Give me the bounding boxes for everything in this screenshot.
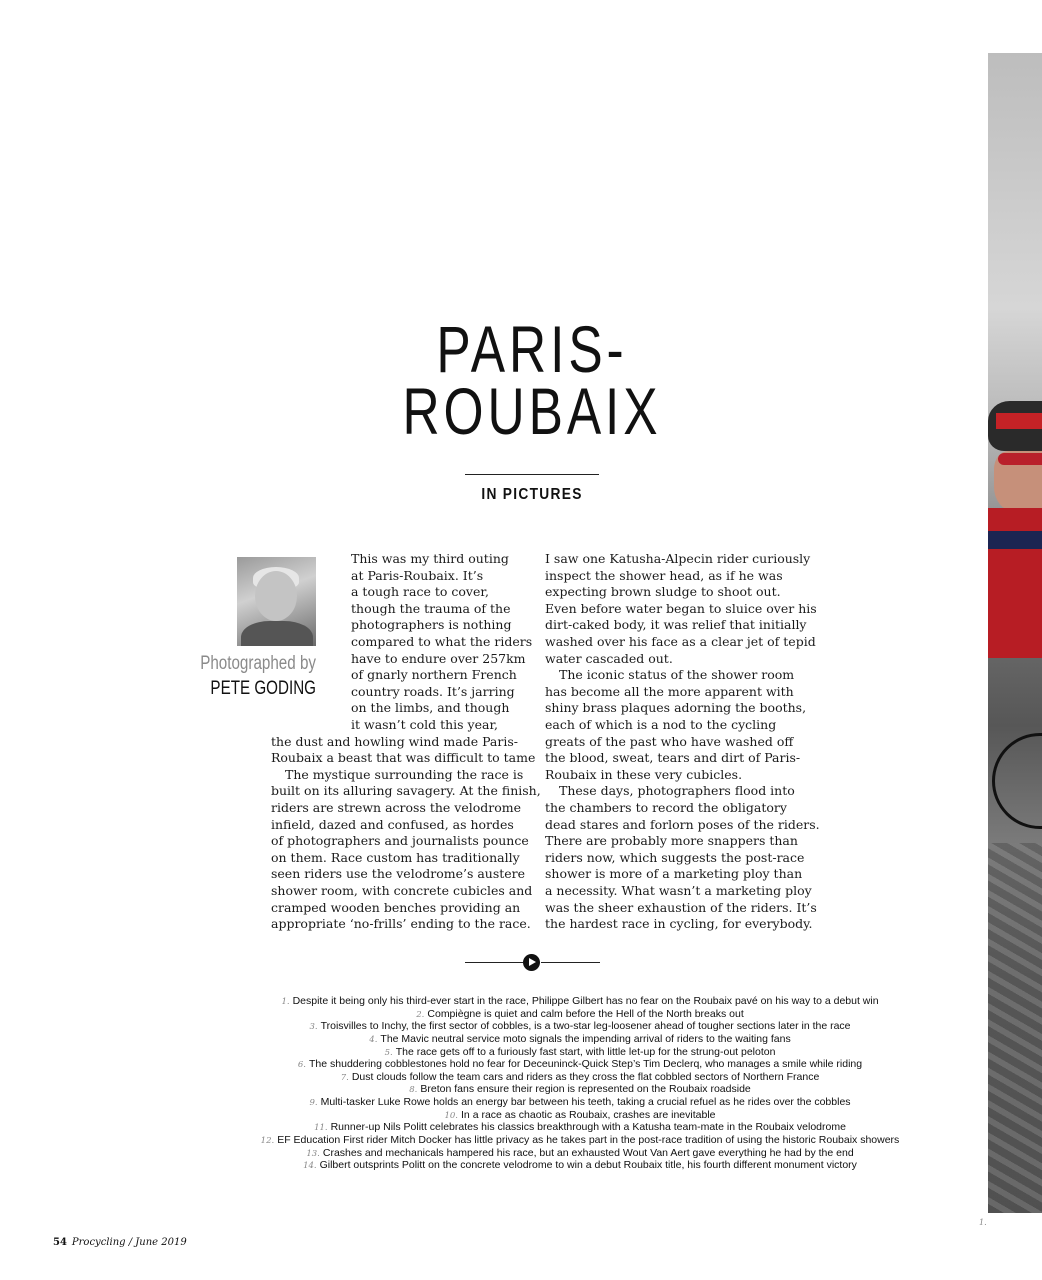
body-line: Roubaix in these very cubicles. bbox=[545, 767, 743, 782]
author-photo-shoulders bbox=[241, 621, 313, 646]
body-line: These days, photographers flood into bbox=[559, 783, 795, 798]
cyclist-photo-strip bbox=[988, 53, 1042, 1213]
body-line: appropriate ‘no-frills’ ending to the race. bbox=[271, 916, 531, 931]
body-line: built on its alluring savagery. At the finish, bbox=[271, 783, 541, 798]
body-line: each of which is a nod to the cycling bbox=[545, 717, 777, 732]
caption-item bbox=[130, 995, 1030, 1008]
body-line: greats of the past who have washed off bbox=[545, 734, 794, 749]
body-line: shiny brass plaques adorning the booths, bbox=[545, 700, 807, 715]
caption-number: 12. bbox=[260, 1136, 275, 1146]
body-line: a necessity. What wasn’t a marketing ploy bbox=[545, 883, 812, 898]
body-line: riders now, which suggests the post-race bbox=[545, 850, 805, 865]
body-line: was the sheer exhaustion of the riders. It’s bbox=[545, 900, 817, 915]
photo-sunglasses bbox=[998, 453, 1042, 465]
body-line: dead stares and forlorn poses of the riders. bbox=[545, 817, 820, 832]
caption-number: 14. bbox=[303, 1161, 317, 1171]
magazine-issue: Procycling / June 2019 bbox=[71, 1237, 187, 1248]
caption-number: 7. bbox=[340, 1073, 349, 1083]
caption-item bbox=[130, 1083, 1030, 1096]
caption-text: Breton fans ensure their region is represented on the Roubaix roadside bbox=[420, 1083, 751, 1095]
caption-number: 13. bbox=[306, 1149, 320, 1159]
body-line: washed over his face as a clear jet of tepid bbox=[545, 634, 816, 649]
body-line: cramped wooden benches providing an bbox=[271, 900, 521, 915]
body-line: have to endure over 257km bbox=[351, 651, 526, 666]
body-line: it wasn’t cold this year, bbox=[351, 717, 499, 732]
caption-text: Despite it being only his third-ever start in the race, Philippe Gilbert has no fear on the Roubaix pavé on his way to a debut win bbox=[292, 995, 879, 1007]
photo-bike-wheel bbox=[992, 733, 1042, 829]
section-divider-left bbox=[465, 962, 523, 963]
caption-text: Multi-tasker Luke Rowe holds an energy bar between his teeth, taking a crucial refuel as he rides over the cobbles bbox=[320, 1096, 851, 1108]
body-line: I saw one Katusha-Alpecin rider curiously bbox=[545, 551, 811, 566]
byline-name: PETE GODING bbox=[210, 678, 316, 699]
caption-text: Compiègne is quiet and calm before the Hell of the North breaks out bbox=[427, 1008, 744, 1020]
body-line: the dust and howling wind made Paris- bbox=[271, 734, 518, 749]
body-line: has become all the more apparent with bbox=[545, 684, 794, 699]
body-line: infield, dazed and confused, as hordes bbox=[271, 817, 514, 832]
body-line: compared to what the riders bbox=[351, 634, 533, 649]
body-line: photographers is nothing bbox=[351, 617, 512, 632]
body-line: the hardest race in cycling, for everybody. bbox=[545, 916, 813, 931]
body-line: expecting brown sludge to shoot out. bbox=[545, 584, 781, 599]
body-line: shower is more of a marketing ploy than bbox=[545, 866, 803, 881]
body-line: a tough race to cover, bbox=[351, 584, 489, 599]
caption-item bbox=[130, 1096, 1030, 1109]
caption-number: 9. bbox=[309, 1098, 318, 1108]
caption-number: 3. bbox=[309, 1022, 318, 1032]
body-line: though the trauma of the bbox=[351, 601, 511, 616]
body-line: riders are strewn across the velodrome bbox=[271, 800, 522, 815]
body-line: Even before water began to sluice over his bbox=[545, 601, 817, 616]
section-divider-right bbox=[541, 962, 600, 963]
caption-text: The shuddering cobblestones hold no fear for Deceuninck-Quick Step’s Tim Declerq, who manages a smile while riding bbox=[309, 1058, 863, 1070]
body-line: on the limbs, and though bbox=[351, 700, 510, 715]
caption-text: Crashes and mechanicals hampered his race, but an exhausted Wout Van Aert gave everything he had by the end bbox=[322, 1147, 854, 1159]
author-photo-face bbox=[255, 571, 297, 621]
caption-text: Gilbert outsprints Politt on the concrete velodrome to win a debut Roubaix title, his fourth different monument victory bbox=[319, 1159, 857, 1171]
body-line: the chambers to record the obligatory bbox=[545, 800, 787, 815]
caption-item bbox=[130, 1033, 1030, 1046]
caption-number: 1. bbox=[281, 997, 290, 1007]
body-line: dirt-caked body, it was relief that initially bbox=[545, 617, 807, 632]
body-line: The mystique surrounding the race is bbox=[285, 767, 524, 782]
caption-text: The Mavic neutral service moto signals the impending arrival of riders to the waiting fans bbox=[380, 1033, 791, 1045]
body-line: country roads. It’s jarring bbox=[351, 684, 515, 699]
body-line: inspect the shower head, as if he was bbox=[545, 568, 783, 583]
body-line: of photographers and journalists pounce bbox=[271, 833, 529, 848]
caption-text: Troisvilles to Inchy, the first sector of cobbles, is a two-star leg-loosener ahead of tougher sections later in the race bbox=[320, 1020, 851, 1032]
body-line: at Paris-Roubaix. It’s bbox=[351, 568, 484, 583]
caption-item bbox=[130, 1134, 1030, 1147]
body-line: There are probably more snappers than bbox=[545, 833, 798, 848]
photo-jersey-band bbox=[988, 531, 1042, 549]
title-line-1: PARIS- bbox=[436, 312, 628, 386]
caption-number: 4. bbox=[369, 1035, 378, 1045]
subtitle: IN PICTURES bbox=[481, 486, 583, 503]
caption-number: 10. bbox=[444, 1111, 459, 1121]
title-divider bbox=[465, 474, 599, 475]
page-title bbox=[382, 312, 682, 448]
title-line-2: ROUBAIX bbox=[402, 374, 662, 448]
page-folio bbox=[53, 1237, 187, 1248]
caption-item bbox=[130, 1121, 1030, 1134]
body-line: Roubaix a beast that was difficult to tame bbox=[271, 750, 536, 765]
photo-number: 1. bbox=[979, 1218, 987, 1227]
caption-text: EF Education First rider Mitch Docker has little privacy as he takes part in the post-race tradition of using the historic Roubaix showers bbox=[277, 1134, 900, 1146]
page-number: 54 bbox=[53, 1237, 67, 1248]
caption-number: 2. bbox=[416, 1010, 425, 1020]
body-line: shower room, with concrete cubicles and bbox=[271, 883, 533, 898]
body-line: of gnarly northern French bbox=[351, 667, 517, 682]
caption-text: Dust clouds follow the team cars and riders as they cross the flat cobbled sectors of Northern France bbox=[351, 1071, 820, 1083]
body-line: The iconic status of the shower room bbox=[559, 667, 795, 682]
caption-text: Runner-up Nils Politt celebrates his classics breakthrough with a Katusha team-mate in the Roubaix velodrome bbox=[330, 1121, 846, 1133]
body-line: on them. Race custom has traditionally bbox=[271, 850, 520, 865]
body-line: seen riders use the velodrome’s austere bbox=[271, 866, 526, 881]
body-line: This was my third outing bbox=[351, 551, 509, 566]
caption-text: In a race as chaotic as Roubaix, crashes are inevitable bbox=[461, 1109, 716, 1121]
photo-cobbles bbox=[988, 843, 1042, 1213]
caption-number: 11. bbox=[314, 1123, 328, 1133]
caption-text: The race gets off to a furiously fast start, with little let-up for the strung-out peloton bbox=[395, 1046, 776, 1058]
caption-item bbox=[130, 1058, 1030, 1071]
arrow-right-icon bbox=[523, 954, 540, 971]
photo-helmet-stripe bbox=[996, 413, 1042, 429]
body-line: water cascaded out. bbox=[545, 651, 673, 666]
caption-number: 6. bbox=[297, 1060, 307, 1070]
caption-item bbox=[130, 1159, 1030, 1172]
author-photo bbox=[237, 557, 316, 646]
caption-number: 8. bbox=[409, 1085, 418, 1095]
body-line: the blood, sweat, tears and dirt of Paris- bbox=[545, 750, 801, 765]
byline-prefix: Photographed by bbox=[200, 653, 316, 674]
caption-number: 5. bbox=[384, 1048, 393, 1058]
caption-item bbox=[130, 1020, 1030, 1033]
